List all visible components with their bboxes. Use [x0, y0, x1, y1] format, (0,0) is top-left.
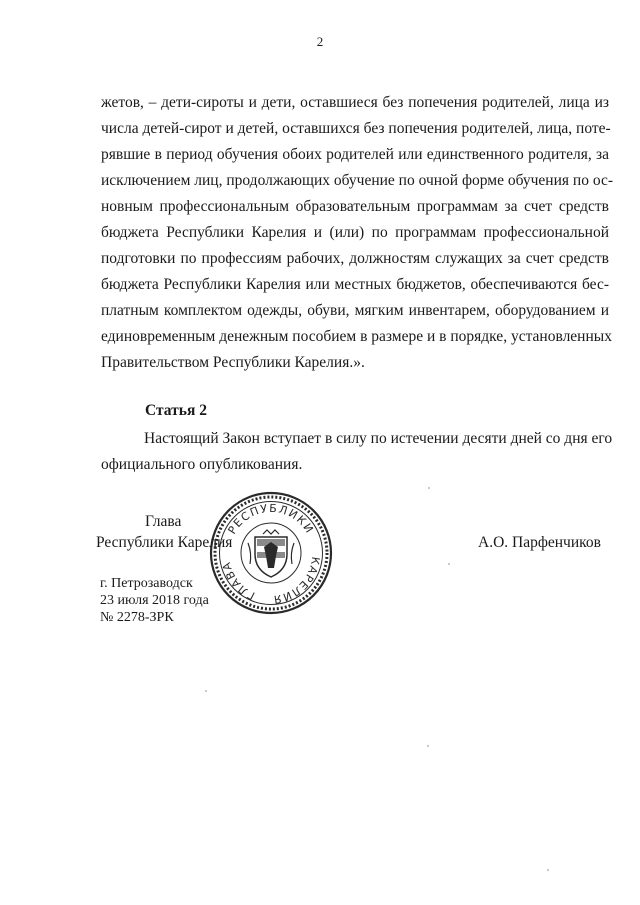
signatory-name: А.О. Парфенчиков — [478, 534, 601, 551]
body-line: платным комплектом одежды, обуви, мягким инвентарем, оборудованием и — [101, 302, 609, 319]
scan-speck — [428, 487, 430, 489]
seal-text-left: ГЛАВА — [219, 559, 258, 603]
seal-text-top: РЕСПУБЛИКИ — [225, 501, 317, 537]
law-body-text — [101, 90, 613, 376]
body-line: бюджета Республики Карелия и (или) по программам профессиональной — [101, 224, 609, 241]
body-line: новным профессиональным образовательным программам за счет средств — [101, 198, 609, 215]
body-line: Правительством Республики Карелия.». — [101, 354, 365, 371]
body-line: числа детей-сирот и детей, оставшихся без попечения родителей, лица, поте- — [101, 120, 611, 137]
city: г. Петрозаводск — [100, 576, 193, 591]
signatory-title: Глава — [145, 513, 182, 530]
scan-speck — [547, 869, 549, 871]
signatory-title-region: Республики Карелия — [96, 534, 233, 551]
body-line: подготовки по профессиям рабочих, должностям служащих за счет средств — [101, 250, 609, 267]
article-line: Настоящий Закон вступает в силу по истечении десяти дней со дня его — [144, 430, 613, 447]
page-number: 2 — [316, 34, 324, 49]
seal-text-right: КАРЕЛИЯ — [271, 555, 323, 607]
article-text — [101, 426, 613, 478]
body-line: исключением лиц, продолжающих обучение по очной форме обучения по ос- — [101, 172, 613, 189]
scan-speck — [427, 745, 429, 747]
official-seal — [208, 490, 334, 616]
scan-speck — [205, 690, 207, 692]
law-number: № 2278-ЗРК — [100, 610, 174, 625]
article-line: официального опубликования. — [101, 456, 303, 473]
body-line: бюджета Республики Карелия или местных бюджетов, обеспечиваются бес- — [101, 276, 609, 293]
scan-speck — [448, 563, 450, 565]
date: 23 июля 2018 года — [100, 593, 209, 608]
body-line: жетов, – дети-сироты и дети, оставшиеся без попечения родителей, лица из — [101, 94, 609, 111]
body-line: рявшие в период обучения обоих родителей или единственного родителя, за — [101, 146, 609, 163]
place-and-date — [100, 575, 209, 626]
body-line: единовременным денежным пособием в размере и в порядке, установленных — [101, 328, 612, 345]
coat-of-arms-icon — [248, 530, 294, 577]
article-heading: Статья 2 — [145, 402, 207, 419]
